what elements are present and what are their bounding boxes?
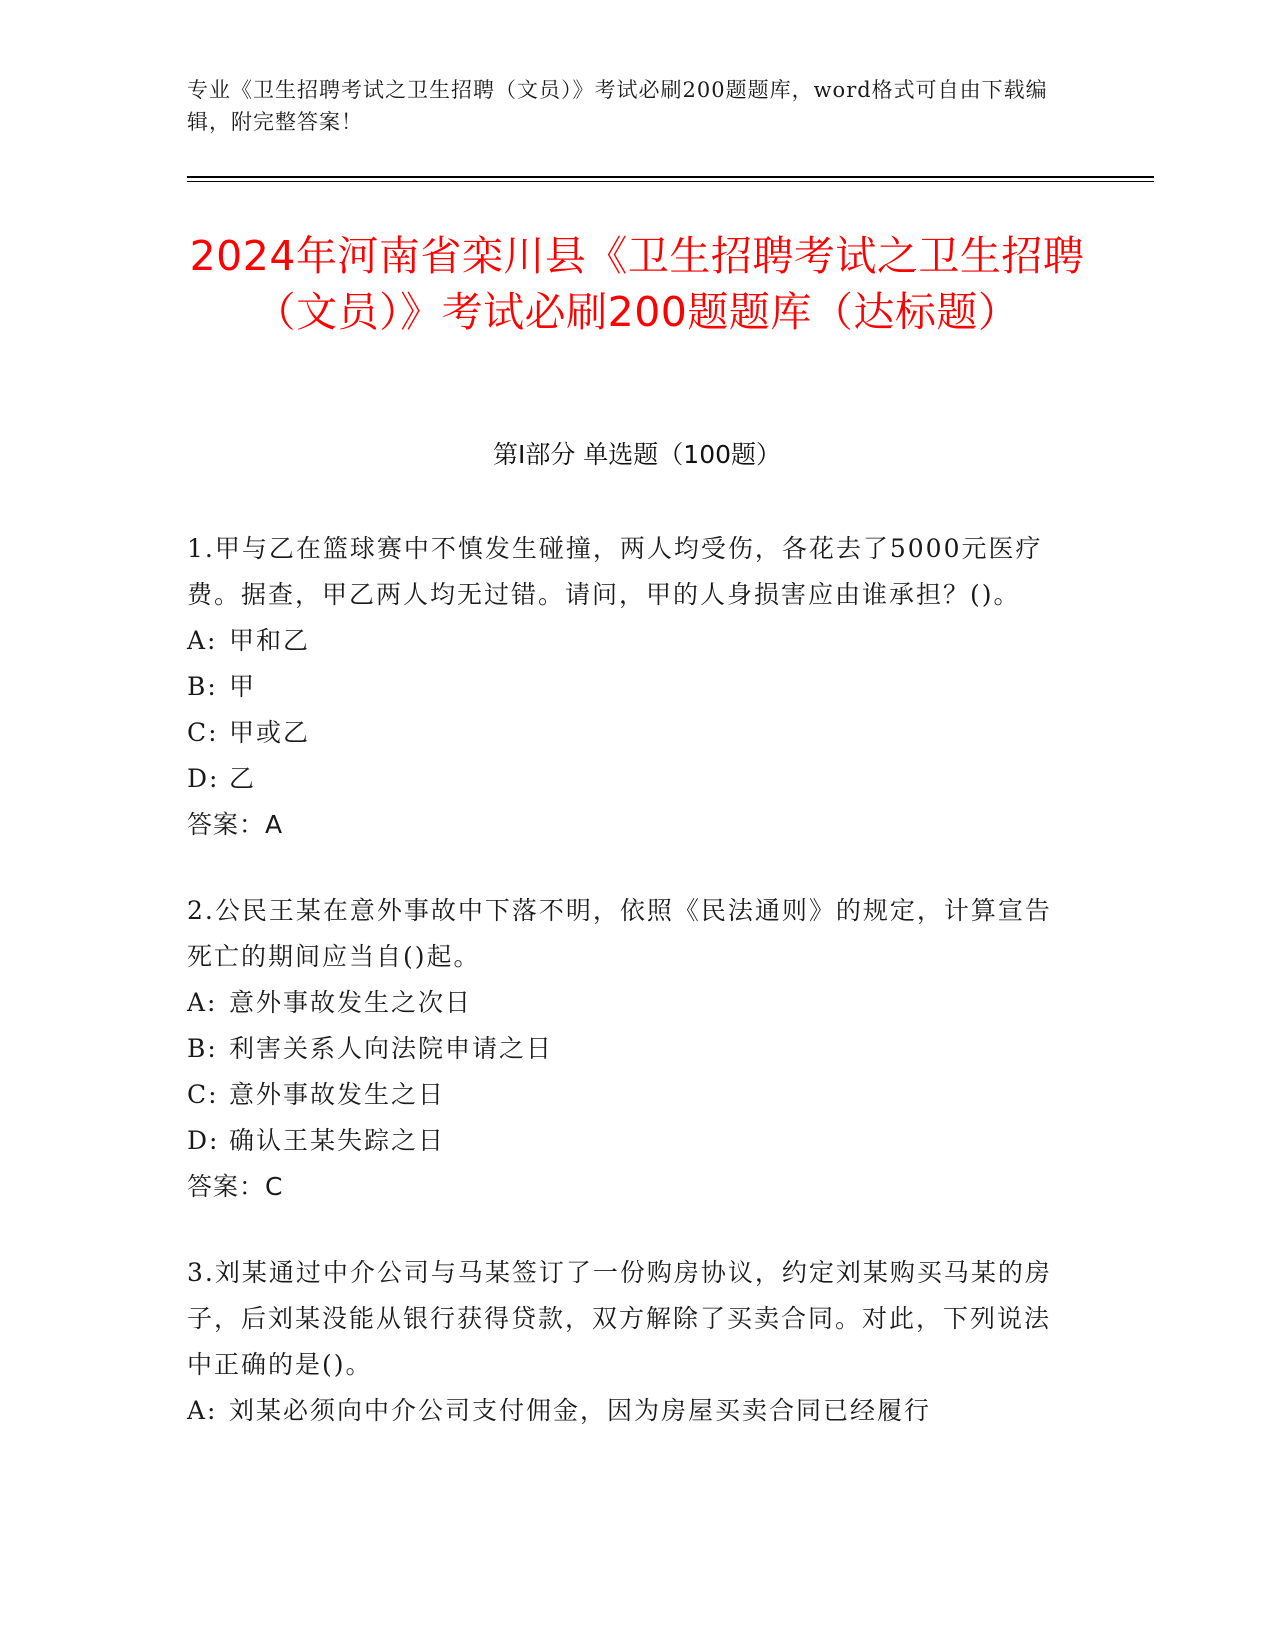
option-text: 意外事故发生之次日 [229,988,473,1017]
option-b [187,664,1067,710]
option-letter: D: [187,1126,220,1155]
header-rule-thick [187,176,1154,178]
option-c [187,1072,1067,1118]
option-letter: B: [187,1034,218,1063]
option-text: 甲或乙 [229,718,311,747]
option-letter: A: [187,626,218,655]
answer: 答案：C [187,1172,284,1201]
question-stem: 1.甲与乙在篮球赛中不慎发生碰撞，两人均受伤，各花去了5000元医疗费。据查，甲乙两人均无过错。请问，甲的人身损害应由谁承担？()。 [187,534,1043,609]
option-d [187,756,1067,802]
option-d [187,1118,1067,1164]
answer: 答案：A [187,810,284,839]
question-stem: 2.公民王某在意外事故中下落不明，依照《民法通则》的规定，计算宣告死亡的期间应当自()起。 [187,896,1052,971]
option-text: 甲和乙 [229,626,311,655]
option-letter: D: [187,764,220,793]
option-a [187,980,1067,1026]
option-letter: B: [187,672,218,701]
option-a [187,1388,1067,1434]
header-note: 专业《卫生招聘考试之卫生招聘（文员）》考试必刷200题题库，word格式可自由下载编辑，附完整答案！ [187,78,1048,134]
question-list [187,526,1067,1474]
question-1 [187,526,1067,848]
document-title: 2024年河南省栾川县《卫生招聘考试之卫生招聘（文员）》考试必刷200题题库（达标题） [189,232,1085,336]
option-text: 甲 [229,672,257,701]
question-stem: 3.刘某通过中介公司与马某签订了一份购房协议，约定刘某购买马某的房子，后刘某没能从银行获得贷款，双方解除了买卖合同。对此，下列说法中正确的是()。 [187,1258,1052,1379]
option-letter: A: [187,1396,218,1425]
option-text: 乙 [229,764,257,793]
option-text: 刘某必须向中介公司支付佣金，因为房屋买卖合同已经履行 [229,1396,932,1425]
option-a [187,618,1067,664]
header-rule-thin [187,181,1154,182]
option-letter: A: [187,988,218,1017]
option-text: 意外事故发生之日 [229,1080,446,1109]
option-letter: C: [187,718,219,747]
option-text: 利害关系人向法院申请之日 [229,1034,554,1063]
section-heading: 第I部分 单选题（100题） [492,440,782,469]
option-letter: C: [187,1080,219,1109]
option-text: 确认王某失踪之日 [229,1126,446,1155]
option-b [187,1026,1067,1072]
option-c [187,710,1067,756]
question-3 [187,1250,1067,1434]
question-2 [187,888,1067,1210]
